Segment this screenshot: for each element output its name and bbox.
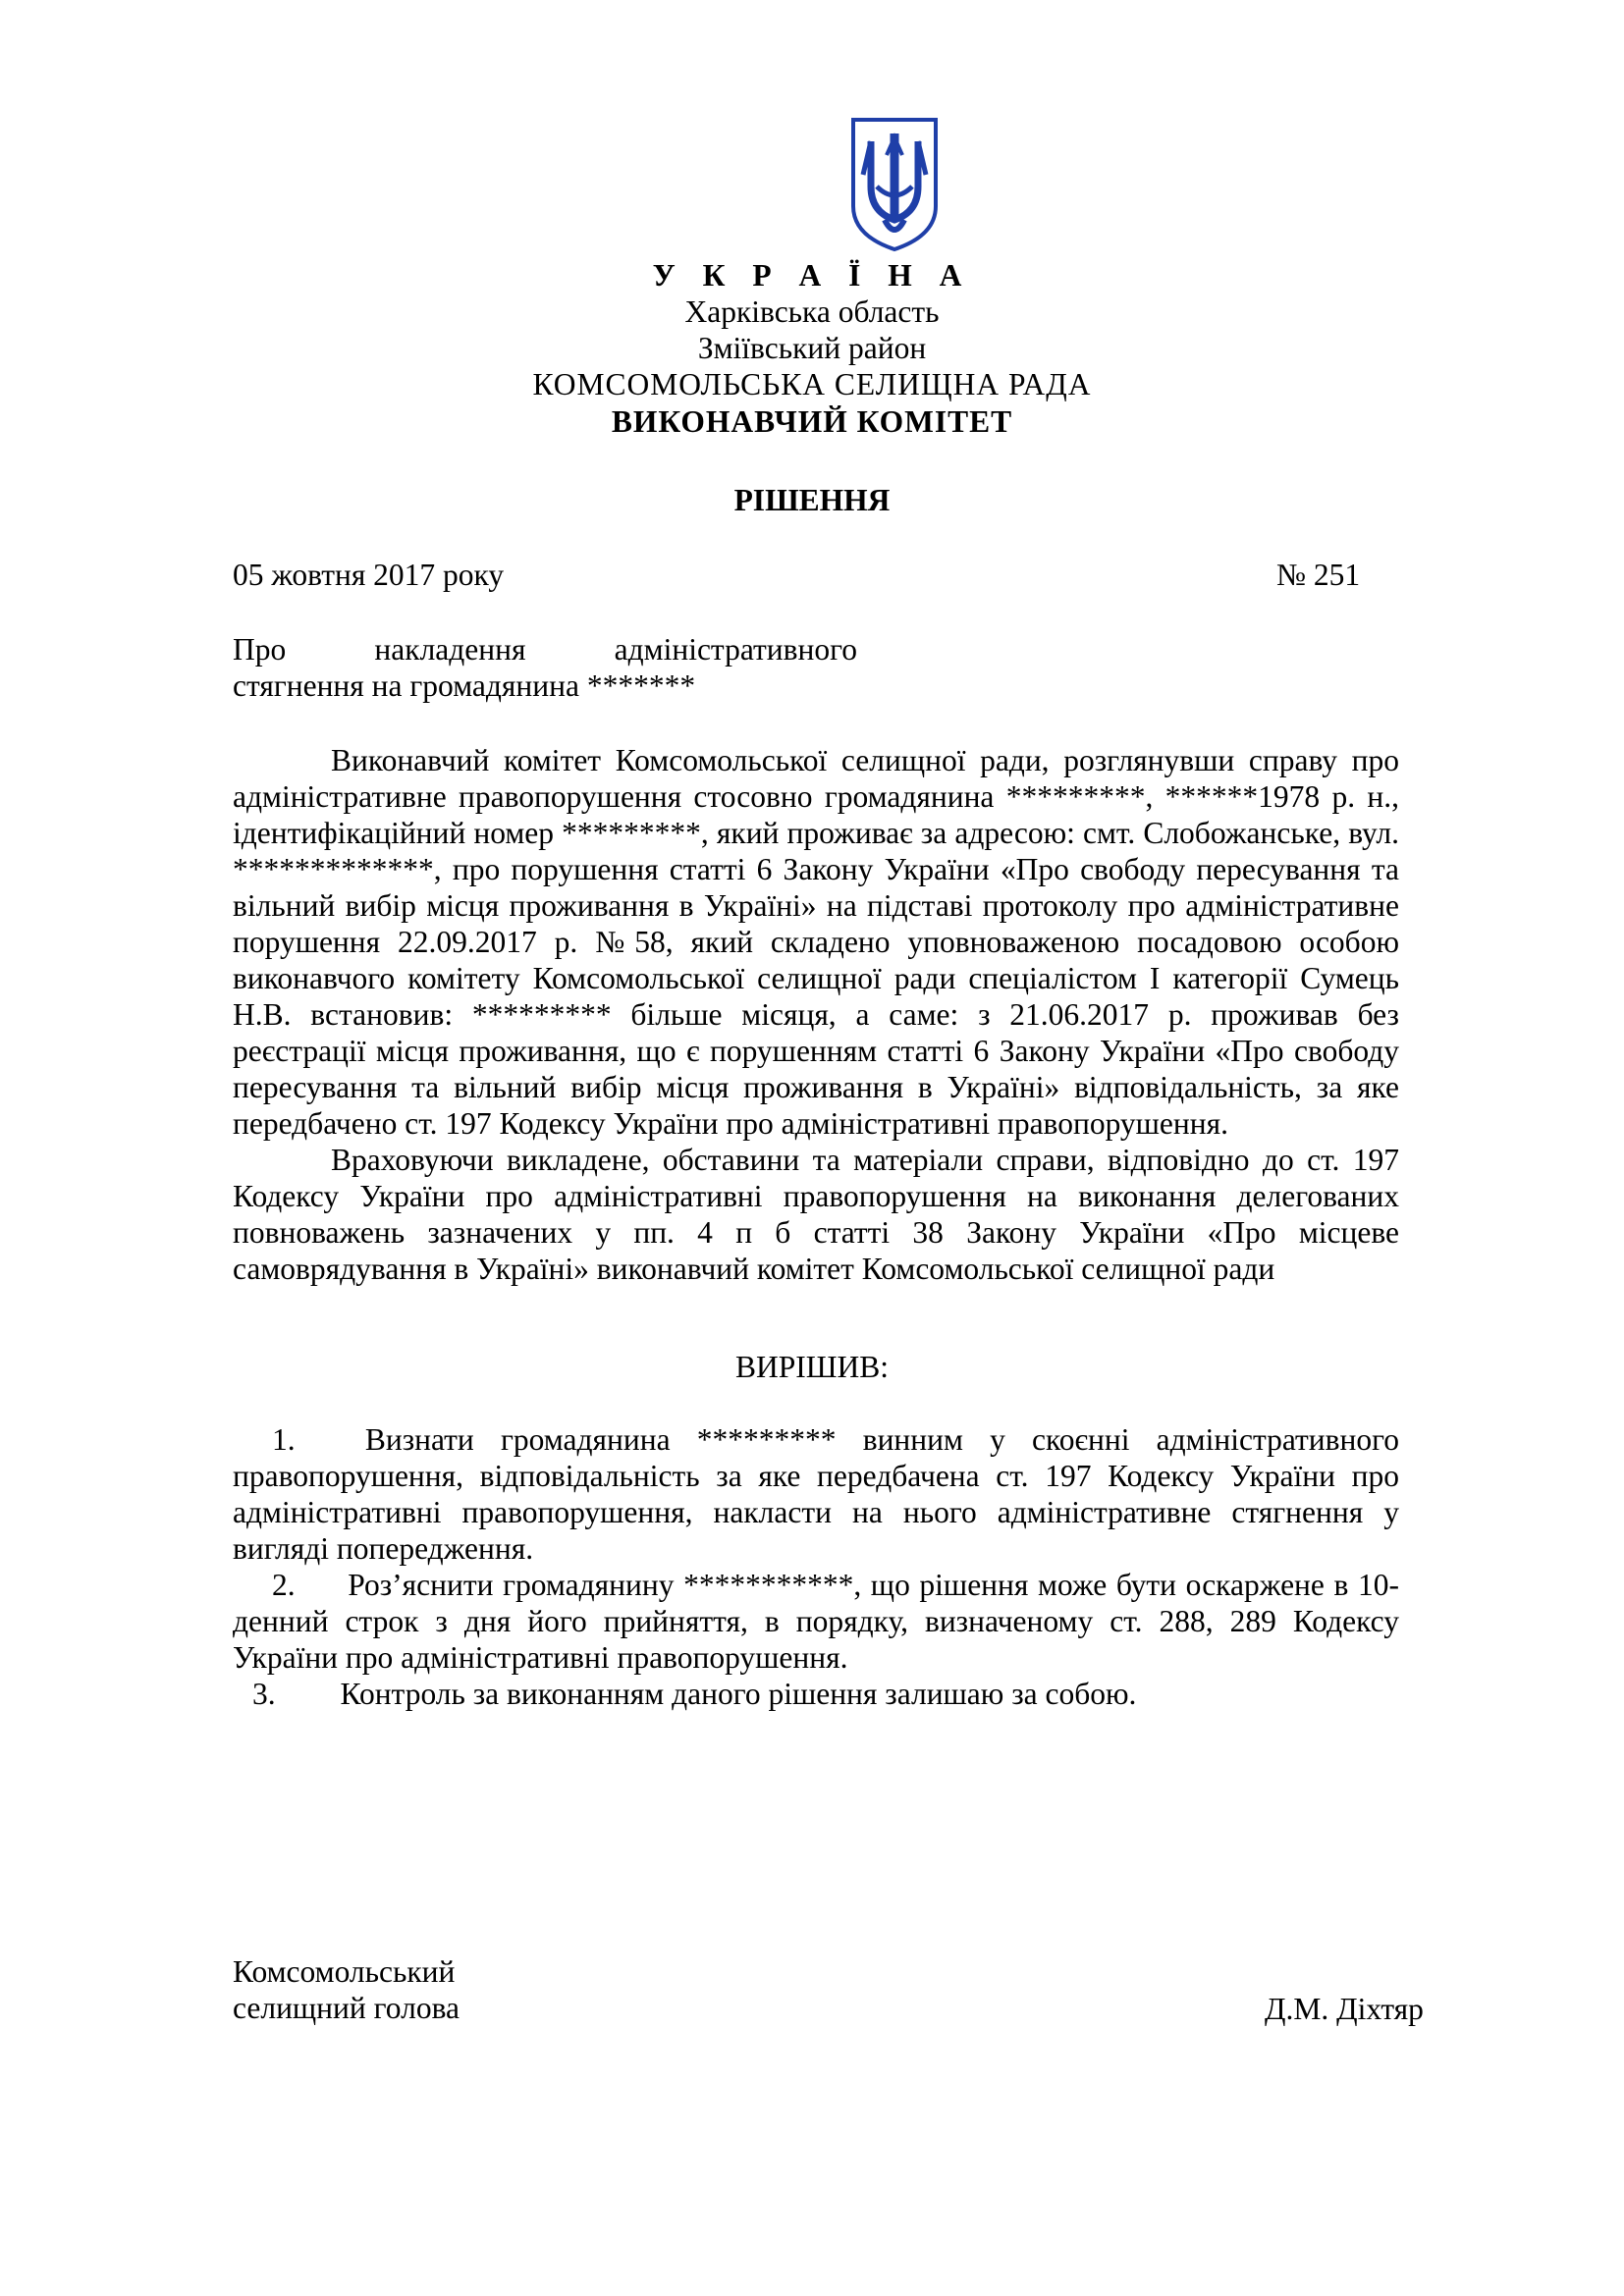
decision-items	[233, 1421, 1399, 1712]
raion-name: Зміївський район	[697, 331, 927, 365]
decision-subject	[233, 631, 857, 704]
committee-name: ВИКОНАВЧИЙ КОМІТЕТ	[611, 404, 1013, 439]
subject-line-2: стягнення на громадянина *******	[233, 668, 696, 703]
signature-title-line-2: селищний голова	[233, 1991, 460, 2025]
item-text: Роз’яснити громадянину ***********, що рішення може бути оскаржене в 10-денний строк з дня його прийняття, в порядку, визначеному ст. 288, 289 Кодексу України про адміністративні правопорушення.	[233, 1568, 1399, 1675]
signature-title-line-1: Комсомольський	[233, 1954, 456, 1989]
document-type: РІШЕННЯ	[733, 483, 891, 517]
item-text: Визнати громадянина ********* винним у скоєнні адміністративного правопорушення, відповідальність за яке передбачена ст. 197 Кодексу України про адміністративні правопорушення, накласти на нього адміністративне стягнення у вигляді попередження.	[233, 1422, 1400, 1566]
decided-heading: ВИРІШИВ:	[734, 1350, 890, 1384]
item-text: Контроль за виконанням даного рішення залишаю за собою.	[340, 1677, 1137, 1711]
decision-item-3	[233, 1676, 1399, 1712]
council-name: КОМСОМОЛЬСЬКА СЕЛИЩНА РАДА	[532, 367, 1092, 401]
ukraine-coat-of-arms-icon	[847, 116, 942, 253]
body-paragraph-2: Враховуючи викладене, обставини та матеріали справи, відповідно до ст. 197 Кодексу України про адміністративні правопорушення на виконання делегованих повноважень зазначених у пп. 4 п б статті 38 Закону України «Про місцеве самоврядування в Україні» виконавчий комітет Комсомольської селищної ради	[233, 1143, 1399, 1286]
oblast-name: Харківська область	[684, 294, 940, 329]
decision-body	[233, 742, 1399, 1287]
decision-item-2	[233, 1567, 1399, 1676]
decision-number: № 251	[1276, 558, 1361, 592]
country-name: У К Р А Ї Н А	[652, 258, 972, 293]
decision-item-1	[233, 1421, 1399, 1567]
item-number: 1.	[272, 1422, 296, 1457]
body-paragraph-1: Виконавчий комітет Комсомольської селищної ради, розглянувши справу про адміністративне правопорушення стосовно громадянина *********, ******1978 р. н., ідентифікаційний номер *********, який проживає за адресою: смт. Слобожанське, вул. *************, про порушення статті 6 Закону України «Про свободу пересування та вільний вибір місця проживання в Україні» на підставі протоколу про адміністративне порушення 22.09.2017 р. №58, який складено уповноваженою посадовою особою виконавчого комітету Комсомольської селищної ради спеціалістом І категорії Сумець Н.В. встановив: ********* більше місяця, а саме: з 21.06.2017 р. проживав без реєстрації місця проживання, що є порушенням статті 6 Закону України «Про свободу пересування та вільний вибір місця проживання в Україні» відповідальність, за яке передбачено ст. 197 Кодексу України про адміністративні правопорушення.	[233, 743, 1399, 1141]
item-number: 2.	[272, 1568, 296, 1602]
signatory-name: Д.М. Діхтяр	[1265, 1992, 1424, 2026]
signature-title	[233, 1953, 460, 2026]
item-number: 3.	[252, 1677, 276, 1711]
decision-date: 05 жовтня 2017 року	[233, 558, 505, 592]
subject-line-1: Про накладення адміністративного	[233, 632, 857, 667]
